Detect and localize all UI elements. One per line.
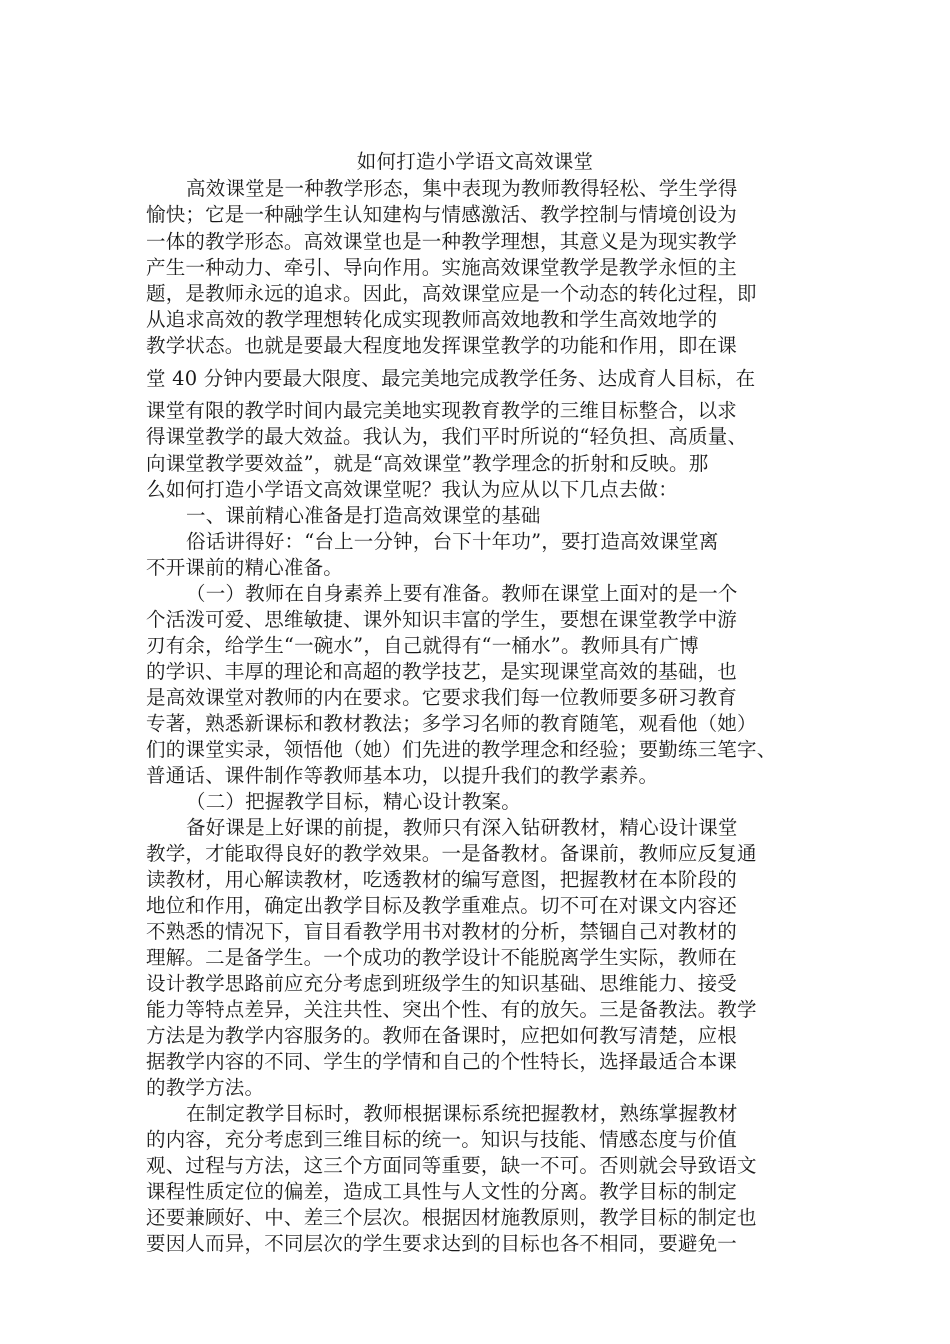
- paragraph-line: （一）教师在自身素养上要有准备。教师在课堂上面对的是一个: [186, 582, 738, 605]
- paragraph-line: 愉快；它是一种融学生认知建构与情感激活、教学控制与情境创设为: [146, 203, 738, 226]
- paragraph-line: 从追求高效的教学理想转化成实现教师高效地教和学生高效地学的: [146, 308, 718, 331]
- paragraph-line: 专著，熟悉新课标和教材教法；多学习名师的教育随笔，观看他（她）: [146, 712, 757, 735]
- paragraph-line: 读教材，用心解读教材，吃透教材的编写意图，把握教材在本阶段的: [146, 868, 738, 891]
- paragraph-line: 俗话讲得好：“台上一分钟，台下十年功”，要打造高效课堂离: [186, 530, 719, 553]
- paragraph-line: 教学状态。也就是要最大程度地发挥课堂教学的功能和作用，即在课: [146, 334, 738, 357]
- paragraph-line: 在制定教学目标时，教师根据课标系统把握教材，熟练掌握教材: [186, 1102, 738, 1125]
- paragraph-line: 教学，才能取得良好的教学效果。一是备教材。备课前，教师应反复通: [146, 842, 757, 865]
- paragraph-line: 不开课前的精心准备。: [146, 556, 344, 579]
- paragraph-line: 理解。二是备学生。一个成功的教学设计不能脱离学生实际，教师在: [146, 946, 738, 969]
- paragraph-line: 产生一种动力、牵引、导向作用。实施高效课堂教学是教学永恒的主: [146, 256, 738, 279]
- paragraph-line: 地位和作用，确定出教学目标及教学重难点。切不可在对课文内容还: [146, 894, 738, 917]
- document-title: 如何打造小学语文高效课堂: [356, 150, 594, 173]
- paragraph-line: 得课堂教学的最大效益。我认为，我们平时所说的“轻负担、高质量、: [146, 425, 748, 448]
- paragraph-line: 还要兼顾好、中、差三个层次。根据因材施教原则，教学目标的制定也: [146, 1206, 757, 1229]
- paragraph-line: 的教学方法。: [146, 1076, 265, 1099]
- paragraph-line: 据教学内容的不同、学生的学情和自己的个性特长，选择最适合本课: [146, 1050, 738, 1073]
- paragraph-line: 不熟悉的情况下，盲目看教学用书对教材的分析，禁锢自己对教材的: [146, 920, 738, 943]
- paragraph-line: 方法是为教学内容服务的。教师在备课时，应把如何教写清楚，应根: [146, 1024, 738, 1047]
- paragraph-line: 课堂有限的教学时间内最完美地实现教育教学的三维目标整合，以求: [146, 399, 738, 422]
- paragraph-line: 高效课堂是一种教学形态，集中表现为教师教得轻松、学生学得: [186, 177, 738, 200]
- paragraph-line: 刃有余，给学生“一碗水”，自己就得有“一桶水”。教师具有广博: [146, 634, 699, 657]
- paragraph-line: 课程性质定位的偏差，造成工具性与人文性的分离。教学目标的制定: [146, 1180, 738, 1203]
- paragraph-line: 备好课是上好课的前提，教师只有深入钻研教材，精心设计课堂: [186, 816, 738, 839]
- paragraph-line: 能力等特点差异，关注共性、突出个性、有的放矢。三是备教法。教学: [146, 998, 757, 1021]
- paragraph-line: 普通话、课件制作等教师基本功，以提升我们的教学素养。: [146, 764, 659, 787]
- paragraph-line: 是高效课堂对教师的内在要求。它要求我们每一位教师要多研习教育: [146, 686, 738, 709]
- paragraph-line: 题，是教师永远的追求。因此，高效课堂应是一个动态的转化过程，即: [146, 282, 757, 305]
- section-heading: 一、课前精心准备是打造高效课堂的基础: [186, 504, 541, 527]
- paragraph-line: 一体的教学形态。高效课堂也是一种教学理想，其意义是为现实教学: [146, 230, 738, 253]
- paragraph-line: 的学识、丰厚的理论和高超的教学技艺，是实现课堂高效的基础，也: [146, 660, 738, 683]
- paragraph-line: 个活泼可爱、思维敏捷、课外知识丰富的学生，要想在课堂教学中游: [146, 608, 738, 631]
- paragraph-line: 么如何打造小学语文高效课堂呢？我认为应从以下几点去做：: [146, 478, 678, 501]
- subsection-heading: （二）把握教学目标，精心设计教案。: [186, 790, 521, 813]
- paragraph-line: 的内容，充分考虑到三维目标的统一。知识与技能、情感态度与价值: [146, 1128, 738, 1151]
- paragraph-line: 向课堂教学要效益”，就是“高效课堂”教学理念的折射和反映。那: [146, 452, 709, 475]
- paragraph-line: 要因人而异，不同层次的学生要求达到的目标也各不相同，要避免一: [146, 1232, 738, 1255]
- paragraph-line: 堂 40 分钟内要最大限度、最完美地完成教学任务、达成育人目标，在: [146, 367, 756, 390]
- paragraph-line: 们的课堂实录，领悟他（她）们先进的教学理念和经验；要勤练三笔字、: [146, 738, 777, 761]
- paragraph-line: 设计教学思路前应充分考虑到班级学生的知识基础、思维能力、接受: [146, 972, 738, 995]
- paragraph-line: 观、过程与方法，这三个方面同等重要，缺一不可。否则就会导致语文: [146, 1154, 757, 1177]
